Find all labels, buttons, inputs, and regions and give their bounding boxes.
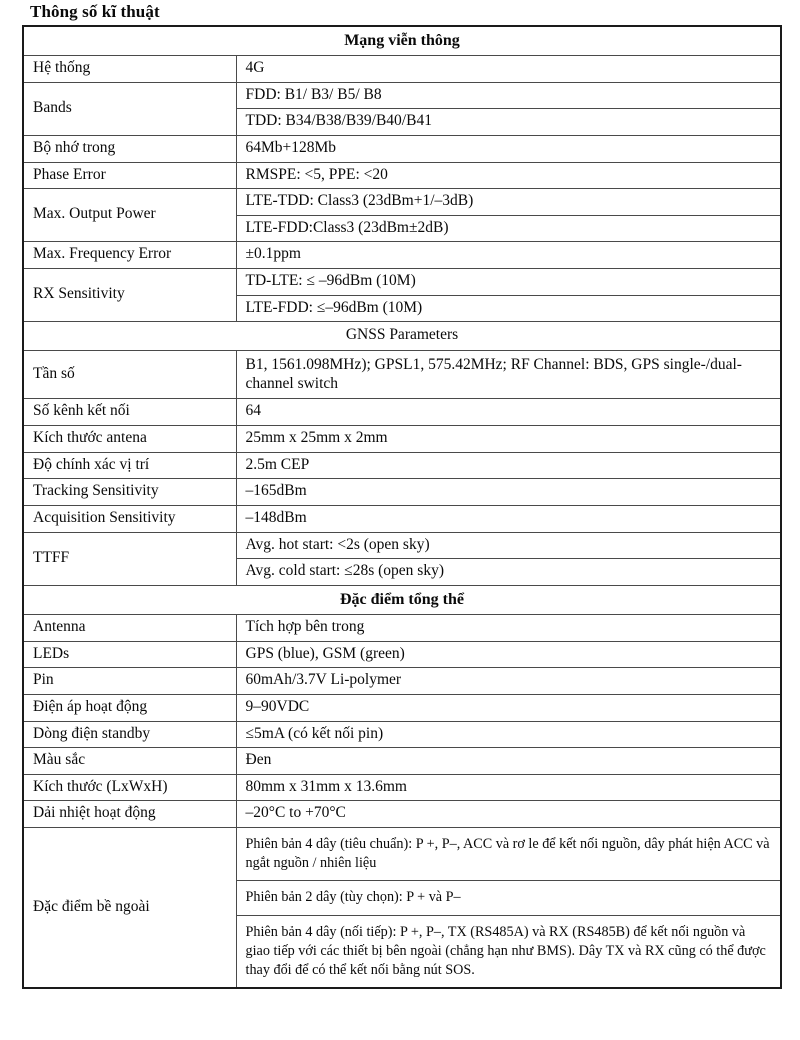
row-value-so-kenh-ket-noi: 64 — [236, 399, 781, 426]
table-row — [23, 135, 781, 162]
row-value-rx-sensitivity-1: TD-LTE: ≤ –96dBm (10M) — [237, 269, 781, 295]
table-row — [23, 189, 781, 242]
value-subrows — [237, 828, 781, 987]
row-value-tan-so: B1, 1561.098MHz); GPSL1, 575.42MHz; RF Channel: BDS, GPS single-/dual-channel switch — [236, 350, 781, 399]
value-subrow — [237, 881, 781, 916]
row-value-leds: GPS (blue), GSM (green) — [236, 641, 781, 668]
table-row — [23, 721, 781, 748]
value-subrow — [237, 269, 781, 295]
table-row — [23, 505, 781, 532]
row-value-kich-thuoc-lxwxh: 80mm x 31mm x 13.6mm — [236, 774, 781, 801]
table-row — [23, 82, 781, 135]
page-title: Thông số kĩ thuật — [30, 2, 160, 21]
specification-table-body — [23, 26, 781, 988]
table-row — [23, 268, 781, 321]
table-row — [23, 532, 781, 585]
row-value-ien-ap-hoat-ong: 9–90VDC — [236, 694, 781, 721]
row-value-phase-error: RMSPE: <5, PPE: <20 — [236, 162, 781, 189]
row-value-acquisition-sensitivity: –148dBm — [236, 505, 781, 532]
table-row — [23, 56, 781, 83]
row-label-tracking-sensitivity: Tracking Sensitivity — [23, 479, 236, 506]
value-subrows — [237, 533, 781, 585]
table-row — [23, 827, 781, 988]
row-value-o-chinh-xac-vi-tri: 2.5m CEP — [236, 452, 781, 479]
value-subrow — [237, 83, 781, 109]
section-header-row — [23, 322, 781, 351]
row-value-ac-iem-be-ngoai-1: Phiên bản 4 dây (tiêu chuẩn): P +, P–, ACC và rơ le để kết nối nguồn, dây phát hiện ACC và ngắt nguồn / nhiên liệu — [237, 828, 781, 881]
row-value-dai-nhiet-hoat-ong: –20°C to +70°C — [236, 801, 781, 828]
row-value-tracking-sensitivity: –165dBm — [236, 479, 781, 506]
row-value-pin: 60mAh/3.7V Li-polymer — [236, 668, 781, 695]
row-value-antenna: Tích hợp bên trong — [236, 615, 781, 642]
table-row — [23, 668, 781, 695]
table-row — [23, 162, 781, 189]
row-label-ien-ap-hoat-ong: Điện áp hoạt động — [23, 694, 236, 721]
value-subrow — [237, 916, 781, 988]
row-label-tan-so: Tần số — [23, 350, 236, 399]
row-value-bo-nho-trong: 64Mb+128Mb — [236, 135, 781, 162]
table-row — [23, 748, 781, 775]
row-label-dong-ien-standby: Dòng điện standby — [23, 721, 236, 748]
value-subrows — [237, 269, 781, 321]
row-value-group-ac-iem-be-ngoai — [236, 827, 781, 988]
row-label-he-thong: Hệ thống — [23, 56, 236, 83]
row-label-kich-thuoc-lxwxh: Kích thước (LxWxH) — [23, 774, 236, 801]
section-header-row — [23, 26, 781, 56]
row-label-bands: Bands — [23, 82, 236, 135]
value-subrow — [237, 109, 781, 135]
table-row — [23, 350, 781, 399]
table-row — [23, 801, 781, 828]
table-row — [23, 399, 781, 426]
row-label-o-chinh-xac-vi-tri: Độ chính xác vị trí — [23, 452, 236, 479]
table-row — [23, 641, 781, 668]
row-value-group-max-output-power — [236, 189, 781, 242]
row-label-dai-nhiet-hoat-ong: Dải nhiệt hoạt động — [23, 801, 236, 828]
value-subrows — [237, 83, 781, 135]
table-row — [23, 774, 781, 801]
row-value-ttff-2: Avg. cold start: ≤28s (open sky) — [237, 559, 781, 585]
table-row — [23, 452, 781, 479]
row-value-group-ttff — [236, 532, 781, 585]
section-heading-telecom: Mạng viễn thông — [23, 26, 781, 56]
row-label-leds: LEDs — [23, 641, 236, 668]
row-value-bands-1: FDD: B1/ B3/ B5/ B8 — [237, 83, 781, 109]
row-value-mau-sac: Đen — [236, 748, 781, 775]
table-row — [23, 694, 781, 721]
section-header-row — [23, 585, 781, 614]
table-row — [23, 615, 781, 642]
value-subrow — [237, 215, 781, 241]
section-heading-general: Đặc điểm tổng thể — [23, 585, 781, 614]
row-label-mau-sac: Màu sắc — [23, 748, 236, 775]
row-value-dong-ien-standby: ≤5mA (có kết nối pin) — [236, 721, 781, 748]
row-value-group-rx-sensitivity — [236, 268, 781, 321]
row-label-so-kenh-ket-noi: Số kênh kết nối — [23, 399, 236, 426]
row-value-ac-iem-be-ngoai-2: Phiên bản 2 dây (tùy chọn): P + và P– — [237, 881, 781, 916]
row-value-group-bands — [236, 82, 781, 135]
row-label-acquisition-sensitivity: Acquisition Sensitivity — [23, 505, 236, 532]
row-label-antenna: Antenna — [23, 615, 236, 642]
row-label-phase-error: Phase Error — [23, 162, 236, 189]
row-value-max-output-power-1: LTE-TDD: Class3 (23dBm+1/–3dB) — [237, 189, 781, 215]
row-value-max-output-power-2: LTE-FDD:Class3 (23dBm±2dB) — [237, 215, 781, 241]
row-label-ttff: TTFF — [23, 532, 236, 585]
row-label-max-output-power: Max. Output Power — [23, 189, 236, 242]
table-row — [23, 479, 781, 506]
value-subrows — [237, 189, 781, 241]
row-label-kich-thuoc-antena: Kích thước antena — [23, 426, 236, 453]
row-value-kich-thuoc-antena: 25mm x 25mm x 2mm — [236, 426, 781, 453]
value-subrow — [237, 828, 781, 881]
row-value-rx-sensitivity-2: LTE-FDD: ≤–96dBm (10M) — [237, 295, 781, 321]
row-label-bo-nho-trong: Bộ nhớ trong — [23, 135, 236, 162]
row-value-bands-2: TDD: B34/B38/B39/B40/B41 — [237, 109, 781, 135]
row-label-pin: Pin — [23, 668, 236, 695]
row-value-ac-iem-be-ngoai-3: Phiên bản 4 dây (nối tiếp): P +, P–, TX (RS485A) và RX (RS485B) để kết nối nguồn và giao tiếp với các thiết bị bên ngoài (chẳng hạn như BMS). Dây TX và RX cũng có thể được thay đổi để có thể kết nối bằng nút SOS. — [237, 916, 781, 988]
row-label-max-frequency-error: Max. Frequency Error — [23, 242, 236, 269]
row-value-ttff-1: Avg. hot start: <2s (open sky) — [237, 533, 781, 559]
row-value-max-frequency-error: ±0.1ppm — [236, 242, 781, 269]
value-subrow — [237, 533, 781, 559]
value-subrow — [237, 189, 781, 215]
row-label-ac-iem-be-ngoai: Đặc điểm bề ngoài — [23, 827, 236, 988]
row-label-rx-sensitivity: RX Sensitivity — [23, 268, 236, 321]
value-subrow — [237, 295, 781, 321]
specification-table — [22, 25, 782, 989]
section-heading-gnss: GNSS Parameters — [23, 322, 781, 351]
value-subrow — [237, 559, 781, 585]
table-row — [23, 426, 781, 453]
table-row — [23, 242, 781, 269]
row-value-he-thong: 4G — [236, 56, 781, 83]
